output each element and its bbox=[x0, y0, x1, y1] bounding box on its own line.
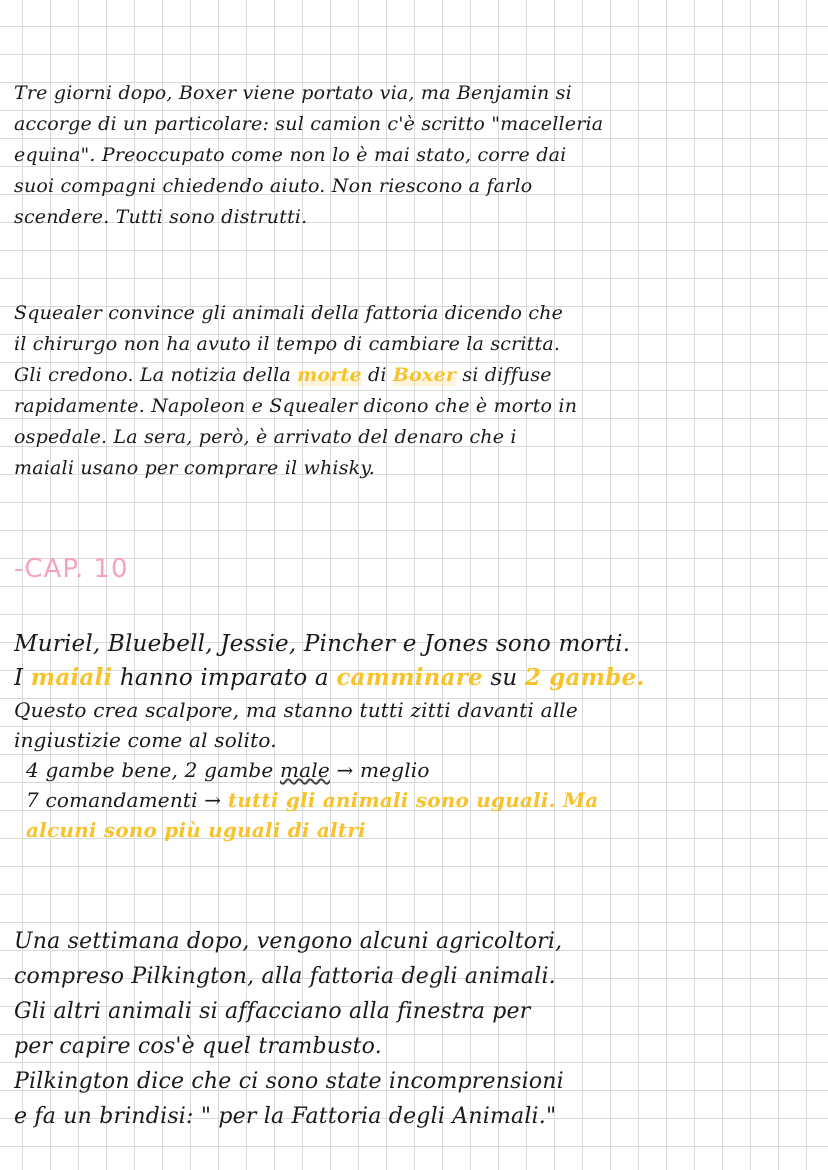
text-line bbox=[14, 755, 820, 785]
text-line: Una settimana dopo, vengono alcuni agricoltori, bbox=[14, 929, 563, 954]
text-line: compreso Pilkington, alla fattoria degli animali. bbox=[14, 964, 556, 989]
highlighted-word-maiali: maiali bbox=[30, 664, 113, 691]
text-line: ingiustizie come al solito. bbox=[14, 728, 277, 752]
text-segment: di bbox=[361, 364, 393, 386]
text-segment: 4 gambe bene, 2 gambe bbox=[26, 758, 281, 782]
chapter-heading: -CAP. 10 bbox=[14, 554, 129, 584]
text-segment: su bbox=[482, 665, 525, 691]
highlighted-word-boxer: Boxer bbox=[392, 364, 457, 386]
text-line: suoi compagni chiedendo aiuto. Non riescono a farlo bbox=[14, 175, 533, 197]
paragraph-chapter-10 bbox=[14, 628, 820, 845]
highlighted-commandment: alcuni sono più uguali di altri bbox=[26, 818, 366, 842]
text-line: rapidamente. Napoleon e Squealer dicono che è morto in bbox=[14, 395, 578, 417]
highlighted-word-2-gambe: 2 gambe. bbox=[524, 664, 645, 691]
text-line: Pilkington dice che ci sono state incomprensioni bbox=[14, 1069, 564, 1094]
paragraph-squealer bbox=[14, 298, 820, 484]
paragraph-boxer-taken bbox=[14, 78, 820, 233]
paragraph-pilkington bbox=[14, 924, 820, 1134]
text-line bbox=[14, 785, 820, 815]
text-segment: 7 comandamenti → bbox=[26, 788, 228, 812]
text-segment: si diffuse bbox=[456, 364, 552, 386]
text-segment: hanno imparato a bbox=[112, 665, 337, 691]
text-line: scendere. Tutti sono distrutti. bbox=[14, 206, 308, 228]
text-segment: Gli credono. La notizia della bbox=[14, 364, 298, 386]
text-line: Gli altri animali si affacciano alla finestra per bbox=[14, 999, 531, 1024]
text-segment: I bbox=[14, 665, 31, 691]
text-line: il chirurgo non ha avuto il tempo di cambiare la scritta. bbox=[14, 333, 561, 355]
text-line: Squealer convince gli animali della fattoria dicendo che bbox=[14, 302, 564, 324]
text-line: maiali usano per comprare il whisky. bbox=[14, 457, 376, 479]
underlined-word-male: male bbox=[280, 758, 330, 782]
text-line bbox=[14, 815, 820, 845]
text-line: e fa un brindisi: " per la Fattoria degli Animali." bbox=[14, 1104, 557, 1129]
text-line: accorge di un particolare: sul camion c'è scritto "macelleria bbox=[14, 113, 604, 135]
highlighted-word-camminare: camminare bbox=[336, 664, 483, 691]
text-line bbox=[14, 661, 820, 695]
text-segment: → meglio bbox=[329, 758, 430, 782]
highlighted-commandment: tutti gli animali sono uguali. Ma bbox=[227, 788, 599, 812]
text-line: ospedale. La sera, però, è arrivato del denaro che i bbox=[14, 426, 517, 448]
text-line: per capire cos'è quel trambusto. bbox=[14, 1034, 382, 1059]
text-line bbox=[14, 360, 820, 391]
text-line: equina". Preoccupato come non lo è mai stato, corre dai bbox=[14, 144, 567, 166]
text-line: Questo crea scalpore, ma stanno tutti zitti davanti alle bbox=[14, 698, 578, 722]
text-line: Tre giorni dopo, Boxer viene portato via, ma Benjamin si bbox=[14, 82, 572, 104]
highlighted-word-morte: morte bbox=[297, 364, 362, 386]
text-line: Muriel, Bluebell, Jessie, Pincher e Jones sono morti. bbox=[14, 631, 631, 657]
